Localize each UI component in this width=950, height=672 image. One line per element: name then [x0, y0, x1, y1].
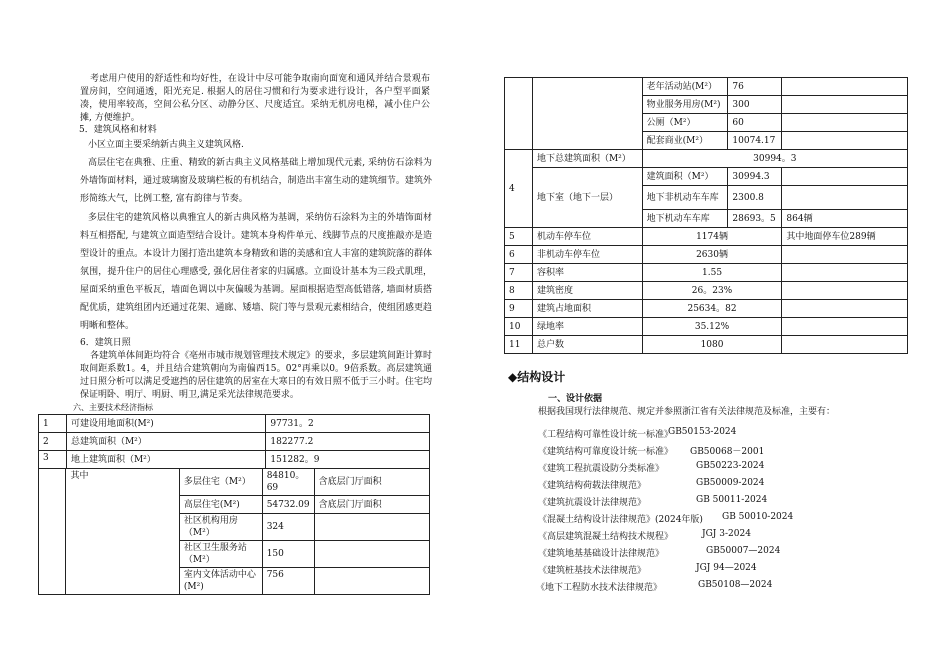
row-value: 10074.17 [728, 132, 782, 150]
table-row [505, 168, 908, 186]
row-value: 1080 [642, 336, 782, 354]
design-basis-title: 一、设计依据 [548, 394, 603, 404]
list-item [538, 546, 918, 560]
row-label: 容积率 [532, 264, 642, 282]
standard-code: JGJ 3-2024 [702, 529, 751, 539]
row-value: 2630辆 [642, 246, 782, 264]
row-note: 864辆 [782, 210, 908, 228]
row-note: 其中地面停车位289辆 [782, 228, 908, 246]
indicators-table-right [504, 77, 908, 354]
row-value: 28693。5 [728, 210, 782, 228]
row-value: 1.55 [642, 264, 782, 282]
standard-name: 《建筑抗震设计法律规范》 [538, 498, 647, 508]
row-label: 地下非机动车车库 [642, 186, 728, 210]
row-label: 社区卫生服务站（M²） [179, 541, 262, 568]
row-value: 54732.09 [262, 496, 314, 514]
standard-name: 《建筑结构可靠度设计统一标准》 [538, 447, 674, 457]
row-value: 60 [728, 114, 782, 132]
row-value: 30994。3 [642, 150, 907, 168]
table-row [39, 415, 430, 433]
row-label: 社区机构用房（M²） [179, 514, 262, 541]
table-row [505, 336, 908, 354]
row-value: 35.12% [642, 318, 782, 336]
standard-name: 《高层建筑混凝土结构技术规程》 [538, 532, 674, 542]
row-value: 26。23% [642, 282, 782, 300]
list-item [538, 478, 918, 492]
standard-code: JGJ 94—2024 [696, 563, 757, 573]
row-label: 公厕（M²） [642, 114, 728, 132]
underground-label: 地下室（地下一层） [532, 168, 642, 228]
row-label: 机动车停车位 [532, 228, 642, 246]
table-row [505, 318, 908, 336]
standard-code: GB50108—2024 [698, 580, 773, 590]
standard-name: 《工程结构可靠性设计统一标准》 [538, 430, 674, 440]
row-number: 10 [505, 318, 533, 336]
table-row [505, 78, 908, 96]
standard-name: 《建筑地基基础设计法律规范》 [538, 549, 665, 559]
sub-label: 其中 [66, 469, 179, 595]
row-label: 地下总建筑面积（M²） [532, 150, 642, 168]
section-5-paragraph-1: 小区立面主要采纳新古典主义建筑风格. [88, 140, 244, 150]
row-number: 7 [505, 264, 533, 282]
row-label: 总户数 [532, 336, 642, 354]
section-6-title: 6．建筑日照 [80, 338, 131, 348]
row-number: 11 [505, 336, 533, 354]
list-item [538, 563, 918, 577]
row-number: 4 [505, 150, 533, 228]
row-label: 室内文体活动中心(M²) [179, 568, 262, 595]
row-value: 324 [262, 514, 314, 541]
table-row [39, 451, 430, 469]
list-item [538, 427, 918, 441]
table-row [39, 433, 430, 451]
table-row [505, 150, 908, 168]
row-value: 30994.3 [728, 168, 782, 186]
standard-code: GB50009-2024 [696, 478, 765, 488]
standard-name: 《地下工程防水技术法律规范》 [536, 583, 663, 593]
section-5-title: 5．建筑风格和材料 [79, 125, 157, 135]
row-number: 1 [39, 415, 67, 433]
row-number: 9 [505, 300, 533, 318]
row-value: 150 [262, 541, 314, 568]
diamond-bullet-icon: ◆ [508, 370, 518, 384]
standard-name: 《建筑工程抗震设防分类标准》 [538, 464, 665, 474]
row-label: 地下机动车车库 [642, 210, 728, 228]
standard-code: GB 50011-2024 [696, 495, 768, 505]
row-number: 5 [505, 228, 533, 246]
row-value: 2300.8 [728, 186, 782, 210]
standard-code: GB50068－2001 [690, 447, 765, 457]
section-5-paragraph-3: 多层住宅的建筑风格以典雅宜人的新古典风格为基调，采纳仿石涂料为主的外墙饰面材料互相搭配, 与建筑立面造型结合设计。建筑本身构件单元、线脚节点的尺度推敲亦是造型设计的重点。本设计力图打造出建筑本身精致和谐的美感和宜人丰富的建筑院落的群体氛围，提升住户的居住心理感受, 强化居住者家的归属感。立面设计基本为三段式肌理，屋面采纳重色平板瓦，墙面色调以中灰偏暖为基调。屋面根据造型高低错落, 墙面材质搭配优质，建筑组团内还通过花架、通廊、矮墙、院门等与景观元素相结合，使组团感更趋明晰和整体。 [80, 213, 432, 331]
row-label: 配套商业(M²） [642, 132, 728, 150]
standards-list [538, 427, 918, 607]
standard-code: GB 50010-2024 [722, 512, 794, 522]
indicators-subtable-left [38, 468, 430, 595]
table-row [505, 264, 908, 282]
row-value: 756 [262, 568, 314, 595]
row-label: 多层住宅（M²） [179, 469, 262, 496]
standard-name: 《建筑桩基技术法律规范》 [538, 566, 647, 576]
table-row [505, 282, 908, 300]
table-row [505, 300, 908, 318]
row-value: 151282。9 [266, 451, 430, 469]
standard-code: GB50007—2024 [706, 546, 781, 556]
row-label: 建筑面积（M²） [642, 168, 728, 186]
row-label: 非机动车停车位 [532, 246, 642, 264]
table-row [505, 228, 908, 246]
section-6-paragraph: 各建筑单体间距均符合《亳州市城市规划管理技术规定》的要求，多层建筑间距计算时取间距系数1。4，并且结合建筑朝向为南偏西15。02°再乘以0。9倍系数。高层建筑通过日照分析可以满足受遮挡的居住建筑的居室在大寒日的有效日照不低于三小时。住宅均保证明卧、明厅、明厨、明卫,满足采光法律规范要求。 [80, 351, 433, 400]
list-item [538, 444, 918, 458]
standard-code: GB50153-2024 [668, 427, 737, 437]
intro-paragraph: 考虑用户使用的舒适性和均好性，在设计中尽可能争取南向面宽和通风并结合景观布置房间，空间通透，阳光充足. 根据人的居住习惯和行为要求进行设计，各户型平面紧凑，使用率较高，空间公私分区、动静分区、尺度适宜。采纳无机房电梯，减小住户公摊, 方便维护。 [80, 74, 430, 123]
row-value: 97731。2 [266, 415, 430, 433]
row-label: 建筑占地面积 [532, 300, 642, 318]
row-number: 6 [505, 246, 533, 264]
row-number: 2 [39, 433, 67, 451]
row-label: 总建筑面积（M²） [66, 433, 265, 451]
list-item [538, 512, 918, 526]
row-value: 25634。82 [642, 300, 782, 318]
row-value: 84810。69 [262, 469, 314, 496]
section-5-paragraph-2: 高层住宅在典雅、庄重、精致的新古典主义风格基础上增加现代元素, 采纳仿石涂料为外墙饰面材料，通过玻璃窗及玻璃栏板的有机结合，制造出丰富生动的建筑细节。建筑外形简练大气，比例工整, 富有韵律与节奏。 [80, 158, 432, 204]
row-value: 76 [728, 78, 782, 96]
row-label: 高层住宅(M²) [179, 496, 262, 514]
row-note: 含底层门厅面积 [314, 496, 429, 514]
list-item [538, 529, 918, 543]
row-value: 182277.2 [266, 433, 430, 451]
list-item [538, 495, 918, 509]
row-label: 物业服务用房(M²) [642, 96, 728, 114]
structure-design-title: 结构设计 [517, 370, 566, 384]
row-value: 1174辆 [642, 228, 782, 246]
standard-name: 《混凝土结构设计法律规范》(2024年版) [538, 515, 703, 525]
standard-code: GB50223-2024 [696, 461, 765, 471]
table-row [39, 469, 430, 496]
structure-design-heading [508, 368, 565, 385]
row-label: 建筑密度 [532, 282, 642, 300]
row-label: 老年活动站(M²） [642, 78, 728, 96]
table-row [505, 246, 908, 264]
row-number: 3 [39, 451, 67, 469]
design-basis-intro: 根据我国现行法律规范、规定并参照浙江省有关法律规范及标准，主要有： [538, 407, 836, 417]
row-label: 地上建筑面积（M²） [66, 451, 265, 469]
row-label: 绿地率 [532, 318, 642, 336]
indicators-table-left [38, 414, 430, 469]
list-item [536, 580, 916, 594]
standard-name: 《建筑结构荷载法律规范》 [538, 481, 647, 491]
list-item [538, 461, 918, 475]
row-value: 300 [728, 96, 782, 114]
section-7-title: 六、主要技术经济指标 [73, 403, 153, 412]
row-label: 可建设用地面积(M²) [66, 415, 265, 433]
row-number: 8 [505, 282, 533, 300]
row-note: 含底层门厅面积 [314, 469, 429, 496]
